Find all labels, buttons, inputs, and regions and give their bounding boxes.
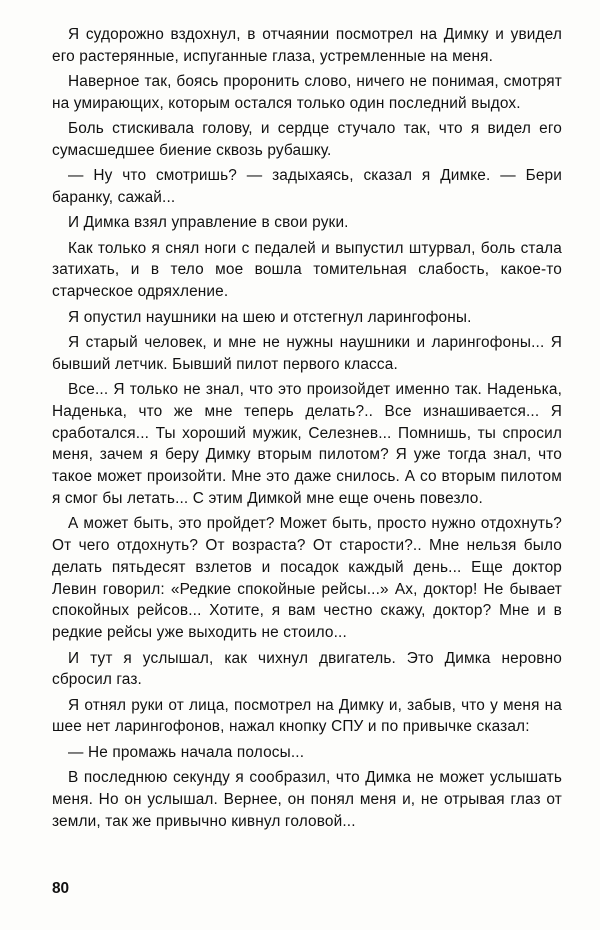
paragraph: Наверное так, боясь проронить слово, ничего не понимая, смотрят на умирающих, которым остался только один последний выдох.: [52, 73, 562, 112]
paragraph: А может быть, это пройдет? Может быть, просто нужно отдохнуть? От чего отдохнуть? От возраста? От старости?.. Мне нельзя было делать пятьдесят взлетов и посадок каждый день... Еще доктор Левин говорил: «Редкие спокойные рейсы...» Ах, доктор! Не бывает спокойных рейсов... Хотите, я вам честно скажу, доктор? Мне и в редкие рейсы уже выходить не стоило...: [52, 515, 562, 642]
paragraph: Я опустил наушники на шею и отстегнул ларингофоны.: [68, 308, 472, 326]
paragraph: Все... Я только не знал, что это произойдет именно так. Наденька, Наденька, что же мне теперь делать?.. Все изнашивается... Я сработался... Ты хороший мужик, Селезнев... Помнишь, ты спросил меня, зачем я беру Димку вторым пилотом? Я уже тогда знал, что такое может произойти. Мне это даже снилось. А со вторым пилотом я смог бы летать... С этим Димкой мне еще очень повезло.: [52, 380, 562, 507]
paragraph: И Димка взял управление в свои руки.: [68, 214, 349, 232]
paragraph: — Не промажь начала полосы...: [68, 743, 305, 761]
paragraph: Как только я снял ноги с педалей и выпустил штурвал, боль стала затихать, и в тело мое вошла томительная слабость, какое-то старческое одряхление.: [52, 239, 562, 301]
paragraph: Я отнял руки от лица, посмотрел на Димку и, забыв, что у меня на шее нет ларингофонов, нажал кнопку СПУ и по привычке сказал:: [52, 696, 562, 736]
paragraph: — Ну что смотришь? — задыхаясь, сказал я Димке. — Бери баранку, сажай...: [52, 167, 562, 207]
paragraph: Я старый человек, и мне не нужны наушники и ларингофоны... Я бывший летчик. Бывший пилот первого класса.: [52, 333, 562, 373]
paragraph: И тут я услышал, как чихнул двигатель. Это Димка неровно сбросил газ.: [52, 649, 562, 689]
body-text: [52, 24, 562, 836]
paragraph: В последнюю секунду я сообразил, что Димка не может услышать меня. Но он услышал. Вернее, он понял меня и, не отрывая глаз от земли, так же привычно кивнул головой...: [52, 769, 562, 830]
paragraph: Я судорожно вздохнул, в отчаянии посмотрел на Димку и увидел его растерянные, испуганные глаза, устремленные на меня.: [52, 26, 562, 65]
page-number: 80: [52, 880, 70, 897]
paragraph: Боль стискивала голову, и сердце стучало так, что я видел его сумасшедшее биение сквозь рубашку.: [52, 120, 562, 159]
